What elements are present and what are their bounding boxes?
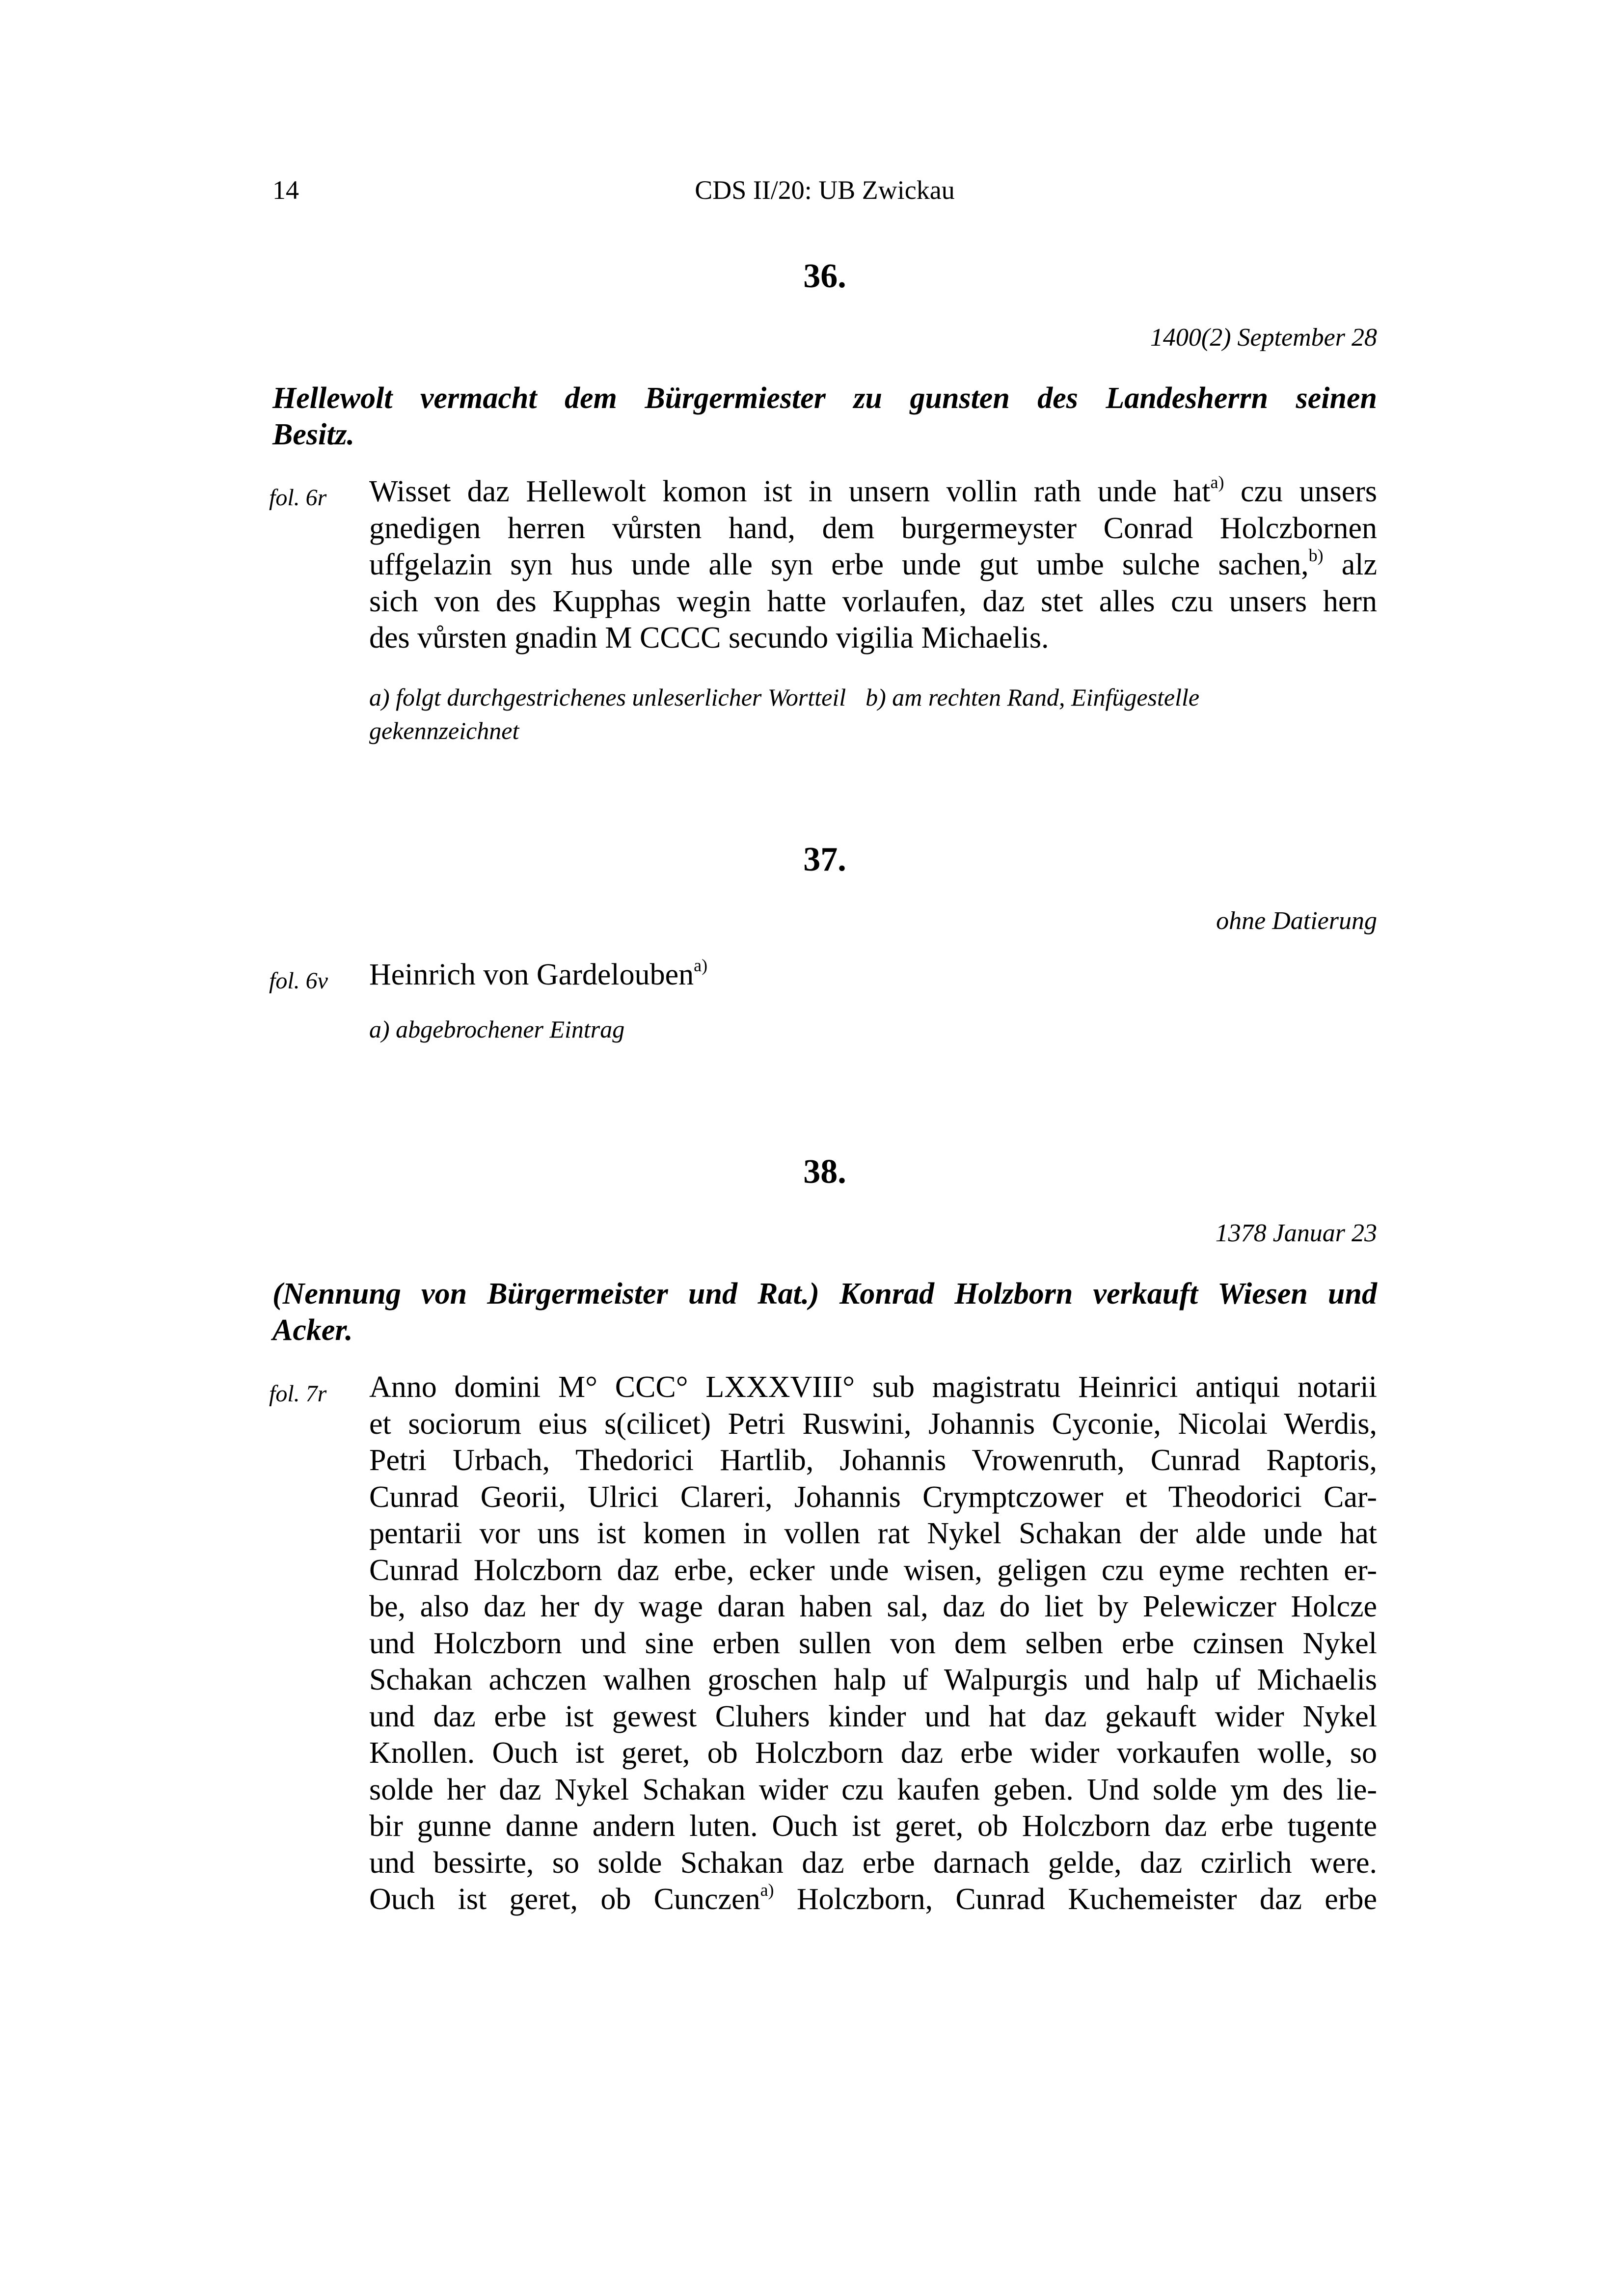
footnote-marker-a: a) [760,1880,774,1900]
text-line: be, also daz her dy wage daran haben sal, daz do liet by Pelewiczer Holcze [369,1590,1377,1623]
text-line [369,1881,1377,1918]
text-segment: czu unsers [1224,475,1377,508]
text-segment: Holczborn, Cunrad Kuchemeister daz erbe [774,1883,1377,1916]
text-line: sich von des Kupphas wegin hatte vorlaufen, daz stet alles czu unsers hern [369,584,1377,618]
footnote-marker-b: b) [1308,546,1324,565]
text-segment: alz [1323,548,1377,581]
regest-line: Hellewolt vermacht dem Bürgermiester zu gunsten des Landesherrn seinen [272,382,1377,415]
footnote-a: a) folgt durchgestrichenes unleserlicher Wortteil [369,683,846,711]
folio-6r: fol. 6r [269,485,327,511]
text-line: solde her daz Nykel Schakan wider czu kaufen geben. Und solde ym des lie- [369,1773,1377,1806]
text-line: des vůrsten gnadin M CCCC secundo vigilia Michaelis. [369,621,1049,655]
entry-number-38: 38. [803,1153,846,1191]
text-segment: Heinrich von Gardelouben [369,958,694,991]
text-line: et sociorum eius s(cilicet) Petri Ruswini, Johannis Cyconie, Nicolai Werdis, [369,1407,1377,1441]
body-text-36 [369,473,1377,656]
footnote-line: a) abgebrochener Eintrag [369,1015,625,1043]
entry-date-38: 1378 Januar 23 [1215,1219,1377,1247]
regest-line: Besitz. [272,418,355,451]
regest-36 [272,380,1377,453]
text-line: Petri Urbach, Thedorici Hartlib, Johannis Vrowenruth, Cunrad Raptoris, [369,1444,1377,1477]
body-text-38 [369,1369,1377,1918]
footnote-b: b) am rechten Rand, Einfügestelle [866,683,1200,711]
text-line: und daz erbe ist gewest Cluhers kinder und hat daz gekauft wider Nykel [369,1699,1377,1733]
entry-number-37: 37. [803,841,846,878]
regest-line: (Nennung von Bürgermeister und Rat.) Konrad Holzborn verkauft Wiesen und [272,1277,1377,1311]
footnote-marker-a: a) [1210,472,1224,492]
footnote-marker-a: a) [694,956,708,975]
body-text-37 [369,957,1377,993]
text-segment: Ouch ist geret, ob Cunczen [369,1883,760,1916]
folio-6v: fol. 6v [269,968,328,994]
text-line: Cunrad Georii, Ulrici Clareri, Johannis Crymptczower et Theodorici Car- [369,1480,1377,1514]
regest-line: Acker. [272,1313,353,1347]
folio-7r: fol. 7r [269,1381,327,1407]
text-line [369,957,1377,993]
footnotes-37 [369,1012,1377,1046]
text-line: pentarii vor uns ist komen in vollen rat Nykel Schakan der alde unde hat [369,1517,1377,1550]
entry-date-36: 1400(2) September 28 [1150,324,1377,352]
footnotes-36 [369,681,1377,747]
entry-date-37: ohne Datierung [1216,907,1377,935]
page-number: 14 [272,175,299,205]
running-head: CDS II/20: UB Zwickau [695,175,955,205]
text-line [369,473,1377,510]
text-segment: uffgelazin syn hus unde alle syn erbe unde gut umbe sulche sachen, [369,548,1309,581]
footnote-line [369,681,1377,714]
text-line [369,547,1377,583]
regest-38 [272,1276,1377,1348]
entry-number-36: 36. [803,257,846,295]
text-line: und Holczborn und sine erben sullen von dem selben erbe czinsen Nykel [369,1626,1377,1660]
text-line: Knollen. Ouch ist geret, ob Holczborn daz erbe wider vorkaufen wolle, so [369,1736,1377,1770]
text-line: gnedigen herren vůrsten hand, dem burgermeyster Conrad Holczbornen [369,511,1377,545]
text-line: bir gunne danne andern luten. Ouch ist geret, ob Holczborn daz erbe tugente [369,1809,1377,1843]
text-line: Anno domini M° CCC° LXXXVIII° sub magistratu Heinrici antiqui notarii [369,1370,1377,1404]
text-segment: Wisset daz Hellewolt komon ist in unsern vollin rath unde hat [369,475,1211,508]
text-line: und bessirte, so solde Schakan daz erbe darnach gelde, daz czirlich were. [369,1846,1377,1880]
footnote-line: gekennzeichnet [369,717,519,744]
text-line: Cunrad Holczborn daz erbe, ecker unde wisen, geligen czu eyme rechten er- [369,1553,1377,1587]
text-line: Schakan achczen walhen groschen halp uf Walpurgis und halp uf Michaelis [369,1663,1377,1696]
